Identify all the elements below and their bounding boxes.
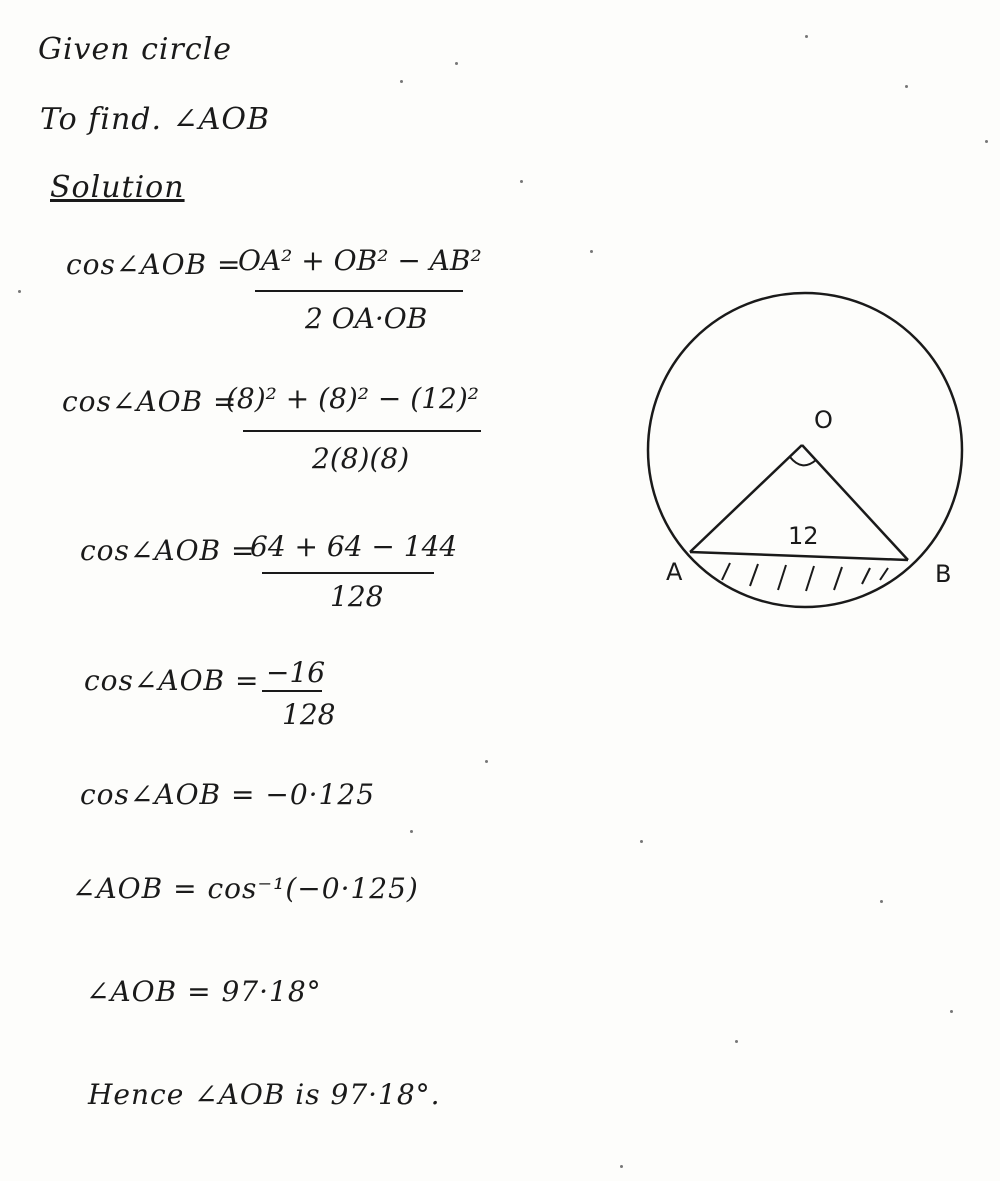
step4-lhs: cos∠AOB = [84, 664, 260, 697]
step4-denominator: 128 [282, 698, 336, 731]
radius-oa [690, 445, 802, 552]
step3-fraction-bar [262, 572, 434, 574]
step1-fraction-bar [255, 290, 463, 292]
segment-hatching [722, 563, 888, 591]
solution-heading: Solution [50, 170, 185, 205]
step2-fraction-bar [243, 430, 481, 432]
step3-numerator: 64 + 64 − 144 [250, 530, 458, 563]
label-chord-length: 12 [788, 522, 819, 550]
step4-numerator: −16 [266, 656, 326, 689]
step4-fraction-bar [262, 690, 322, 692]
label-o: O [814, 406, 833, 434]
step1-denominator: 2 OA·OB [305, 302, 428, 335]
step3-lhs: cos∠AOB = [80, 534, 256, 567]
step2-lhs: cos∠AOB = [62, 385, 238, 418]
conclusion-line: Hence ∠AOB is 97·18°. [88, 1078, 441, 1111]
step5-line: cos∠AOB = −0·125 [80, 778, 376, 811]
label-a: A [666, 558, 683, 586]
step6-line: ∠AOB = cos⁻¹(−0·125) [72, 872, 419, 905]
circle-diagram [630, 280, 970, 610]
chord-ab [690, 552, 908, 560]
to-find-line: To find. ∠AOB [40, 102, 271, 137]
step7-line: ∠AOB = 97·18° [86, 975, 322, 1008]
step1-lhs: cos∠AOB = [66, 248, 242, 281]
step2-denominator: 2(8)(8) [312, 442, 410, 475]
label-b: B [935, 560, 952, 588]
step3-denominator: 128 [330, 580, 384, 613]
given-line: Given circle [38, 32, 233, 67]
step2-numerator: (8)² + (8)² − (12)² [226, 382, 479, 415]
angle-arc [790, 457, 816, 465]
step1-numerator: OA² + OB² − AB² [238, 244, 482, 277]
